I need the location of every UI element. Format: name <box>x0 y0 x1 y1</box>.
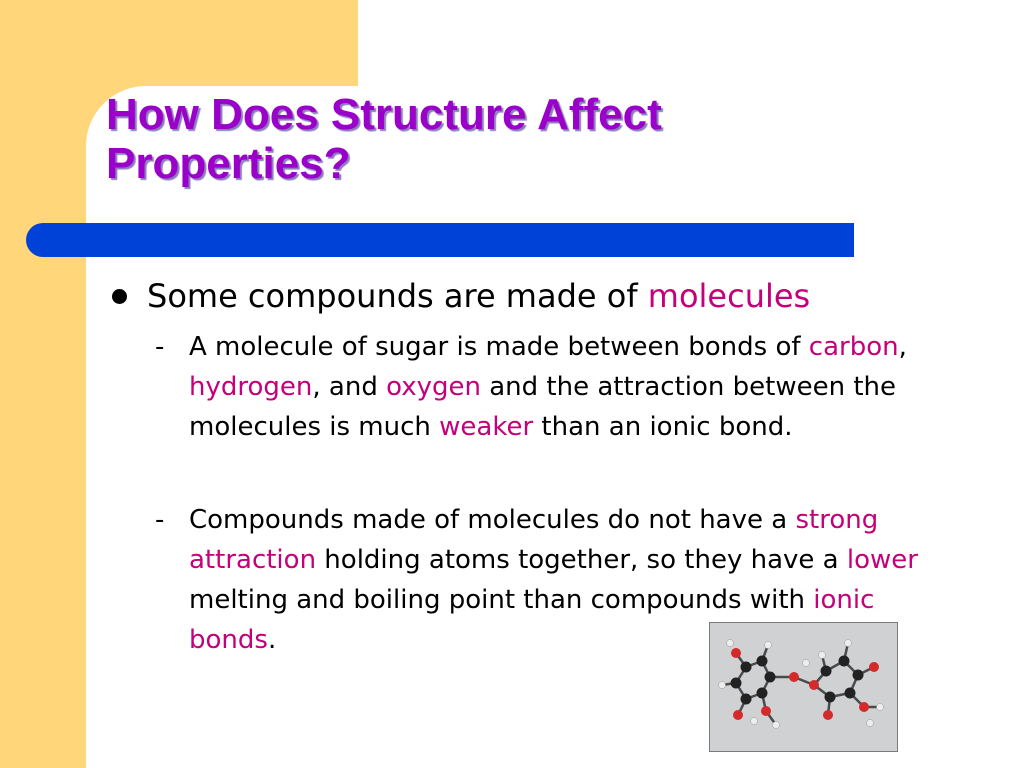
dash-bullet-icon: - <box>155 505 165 535</box>
highlight-strong-attraction: strong attraction <box>189 505 879 575</box>
molecule-model-icon <box>710 623 897 751</box>
sugar-molecule-image <box>709 622 898 752</box>
text-run: than an ionic bond. <box>533 412 793 442</box>
dash-bullet-icon: - <box>155 332 165 362</box>
bullet-highlight-molecules: molecules <box>647 277 811 315</box>
highlight-ionic-bonds: ionic bonds <box>189 585 875 655</box>
text-run: holding atoms together, so they have a <box>316 545 847 575</box>
title-divider-bar <box>26 223 854 257</box>
bullet-text: Some compounds are made of <box>147 277 648 315</box>
highlight-carbon: carbon <box>808 332 899 362</box>
bullet-dot-icon <box>112 289 127 304</box>
text-run: and the attraction between the molecules is much <box>189 372 897 442</box>
text-run: A molecule of sugar is made between bonds of <box>189 332 809 362</box>
text-run: , <box>898 332 907 362</box>
highlight-weaker: weaker <box>439 412 534 442</box>
slide-title: How Does Structure Affect Properties? <box>106 90 662 188</box>
highlight-lower: lower <box>846 545 918 575</box>
text-run: melting and boiling point than compounds with <box>189 585 814 615</box>
text-run: , and <box>312 372 387 402</box>
subpoint-sugar-text <box>189 327 949 447</box>
left-accent-bar <box>0 0 86 768</box>
main-bullet-text <box>147 276 810 316</box>
highlight-hydrogen: hydrogen <box>189 372 313 402</box>
text-run: . <box>267 625 277 655</box>
highlight-oxygen: oxygen <box>386 372 481 402</box>
text-run: Compounds made of molecules do not have a <box>189 505 796 535</box>
